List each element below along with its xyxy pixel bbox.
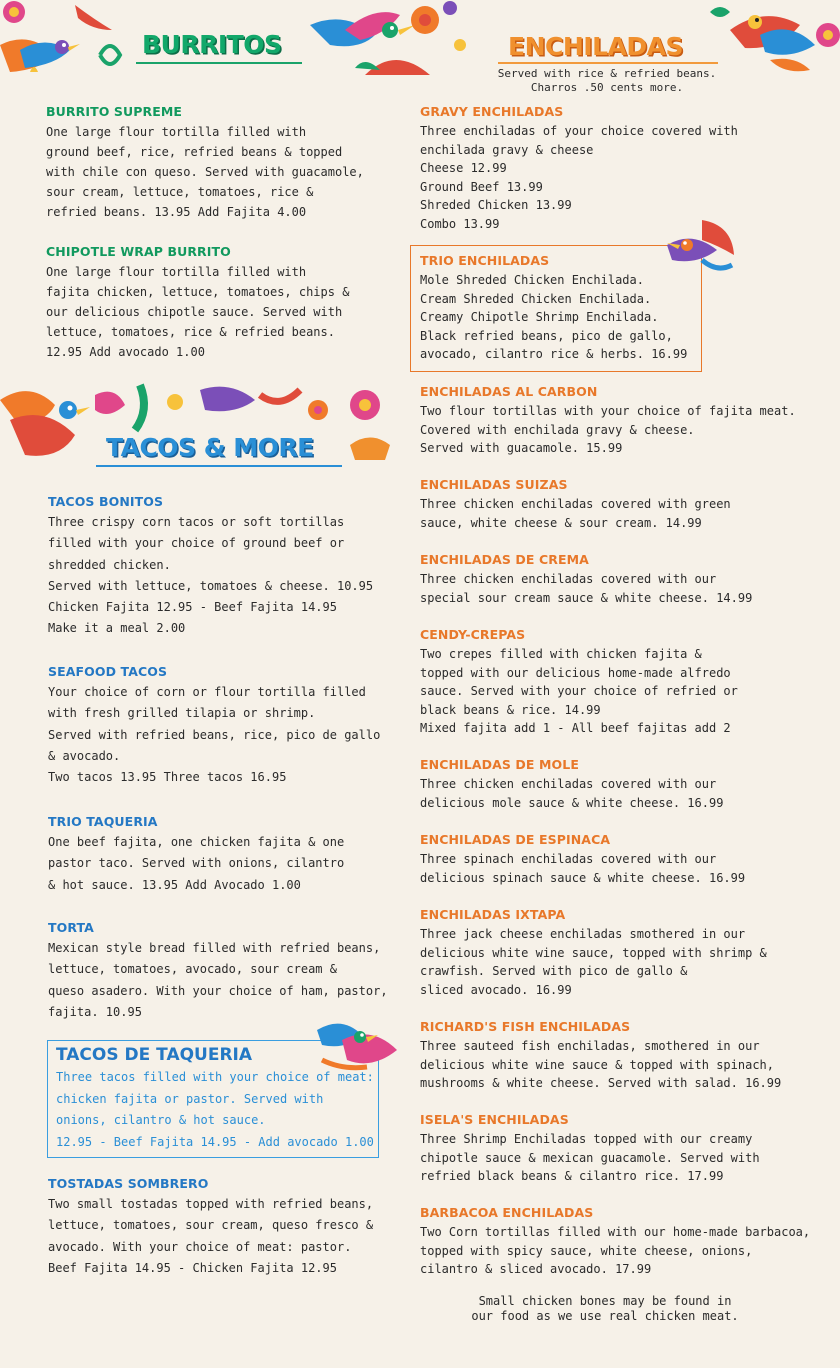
item-name: ENCHILADAS AL CARBON [420,384,598,399]
item-description: Three Shrimp Enchiladas topped with our creamy chipotle sauce & mexican guacamole. Served with refried black beans & cilantro rice. 17.99 [420,1132,760,1184]
item-name: TOSTADAS SOMBRERO [48,1176,209,1191]
item-description: Two crepes filled with chicken fajita & topped with our delicious home-made alfredo sauce. Served with your choice of refried or black beans & rice. 14.99 Mixed fajita add 1 - All beef fajitas add 2 [420,647,738,736]
menu-item-tacos-bonitos [48,494,388,640]
item-description: Two Corn tortillas filled with our home-made barbacoa, topped with spicy sauce, white cheese, onions, cilantro & sliced avocado. 17.99 [420,1225,811,1277]
enchiladas-heading-underline [498,62,718,64]
item-description: Mexican style bread filled with refried beans, lettuce, tomatoes, avocado, sour cream & queso asadero. With your choice of ham, pastor, fajita. 10.95 [48,941,388,1019]
item-description: One large flour tortilla filled with ground beef, rice, refried beans & topped with chile con queso. Served with guacamole, sour cream, lettuce, tomatoes, rice & refried beans. 13.95 Add Fajita 4.00 [46,125,364,219]
menu-item-burrito-supreme [46,104,386,222]
item-description: Three tacos filled with your choice of meat: chicken fajita or pastor. Served with onions, cilantro & hot sauce. 12.95 - Beef Fajita 14.95 - Add avocado 1.00 [56,1070,374,1149]
item-name: BARBACOA ENCHILADAS [420,1205,594,1220]
item-description: Three jack cheese enchiladas smothered in our delicious white wine sauce, topped with shrimp & crawfish. Served with pico de gallo & sliced avocado. 16.99 [420,927,767,997]
enchiladas-heading: ENCHILADAS [508,32,683,61]
item-description: Three sauteed fish enchiladas, smothered in our delicious white wine sauce & topped with spinach, mushrooms & white cheese. Served with salad. 16.99 [420,1039,782,1091]
item-name: TACOS BONITOS [48,494,164,509]
item-name: GRAVY ENCHILADAS [420,104,564,119]
item-name: TRIO TAQUERIA [48,814,158,829]
item-name: CENDY-CREPAS [420,627,526,642]
item-name: ENCHILADAS DE ESPINACA [420,832,611,847]
folk-art-decoration-top-right [710,0,840,80]
item-name: BURRITO SUPREME [46,104,183,119]
item-name: ENCHILADAS IXTAPA [420,907,566,922]
item-description: Three enchiladas of your choice covered with enchilada gravy & cheese Cheese 12.99 Ground Beef 13.99 Shreded Chicken 13.99 Combo 13.99 [420,124,738,231]
item-description: Three chicken enchiladas covered with green sauce, white cheese & sour cream. 14.99 [420,497,731,530]
menu-item-iselas-enchiladas [420,1112,820,1186]
bird-decoration-trio [662,215,737,275]
item-name: ENCHILADAS DE MOLE [420,757,579,772]
item-description: Three crispy corn tacos or soft tortillas filled with your choice of ground beef or shredded chicken. Served with lettuce, tomatoes & cheese. 10.95 Chicken Fajita 12.95 - Beef Fajita 14.95 Make it a meal 2.00 [48,515,374,636]
burritos-heading: BURRITOS [142,30,282,59]
menu-item-enchiladas-ixtapa [420,907,820,999]
menu-item-barbacoa-enchiladas [420,1205,820,1279]
menu-item-enchiladas-al-carbon [420,384,820,458]
chicken-bones-footnote: Small chicken bones may be found in our food as we use real chicken meat. [471,1294,739,1323]
menu-item-enchiladas-de-crema [420,552,820,607]
tacos-heading: TACOS & MORE [106,433,314,462]
menu-item-trio-enchiladas [420,253,700,364]
item-description: Three chicken enchiladas covered with our delicious mole sauce & white cheese. 16.99 [420,777,724,810]
item-description: Your choice of corn or flour tortilla filled with fresh grilled tilapia or shrimp. Served with refried beans, rice, pico de gallo & avocado. Two tacos 13.95 Three tacos 16.95 [48,685,381,785]
item-name: TRIO ENCHILADAS [420,253,550,268]
menu-item-trio-taqueria [48,814,388,896]
item-name: ENCHILADAS DE CREMA [420,552,589,567]
tacos-heading-underline [96,465,342,467]
folk-art-decoration-top-center [305,0,475,82]
item-name: ISELA'S ENCHILADAS [420,1112,569,1127]
item-description: Mole Shreded Chicken Enchilada. Cream Shreded Chicken Enchilada. Creamy Chipotle Shrimp Enchilada. Black refried beans, pico de gallo, avocado, cilantro rice & herbs. 16.99 [420,273,688,362]
menu-item-chipotle-wrap-burrito [46,244,386,362]
enchiladas-subtitle: Served with rice & refried beans. Charros .50 cents more. [497,67,717,94]
menu-item-enchiladas-de-mole [420,757,820,812]
menu-item-tostadas-sombrero [48,1176,388,1279]
burritos-heading-underline [136,62,302,64]
item-name: RICHARD'S FISH ENCHILADAS [420,1019,631,1034]
item-name: SEAFOOD TACOS [48,664,168,679]
menu-item-torta [48,920,388,1023]
menu-item-enchiladas-suizas [420,477,820,532]
item-description: Two flour tortillas with your choice of fajita meat. Covered with enchilada gravy & cheese. Served with guacamole. 15.99 [420,404,796,456]
item-name: TACOS DE TAQUERIA [56,1045,253,1065]
menu-item-enchiladas-de-espinaca [420,832,820,887]
item-description: One large flour tortilla filled with fajita chicken, lettuce, tomatoes, chips & our delicious chipotle sauce. Served with lettuce, tomatoes, rice & refried beans. 12.95 Add avocado 1.00 [46,265,350,359]
item-name: CHIPOTLE WRAP BURRITO [46,244,231,259]
menu-item-seafood-tacos [48,664,388,788]
menu-item-cendy-crepas [420,627,820,738]
item-description: One beef fajita, one chicken fajita & one pastor taco. Served with onions, cilantro & hot sauce. 13.95 Add Avocado 1.00 [48,835,345,892]
item-description: Three spinach enchiladas covered with our delicious spinach sauce & white cheese. 16.99 [420,852,746,885]
item-name: ENCHILADAS SUIZAS [420,477,568,492]
menu-item-gravy-enchiladas [420,104,820,234]
item-description: Two small tostadas topped with refried beans, lettuce, tomatoes, sour cream, queso fresco & avocado. With your choice of meat: pastor. Beef Fajita 14.95 - Chicken Fajita 12.95 [48,1197,374,1275]
item-description: Three chicken enchiladas covered with our special sour cream sauce & white cheese. 14.99 [420,572,753,605]
bird-decoration-taqueria [312,1015,404,1075]
item-name: TORTA [48,920,94,935]
menu-item-richards-fish-enchiladas [420,1019,820,1093]
folk-art-decoration-top-left [0,0,135,80]
